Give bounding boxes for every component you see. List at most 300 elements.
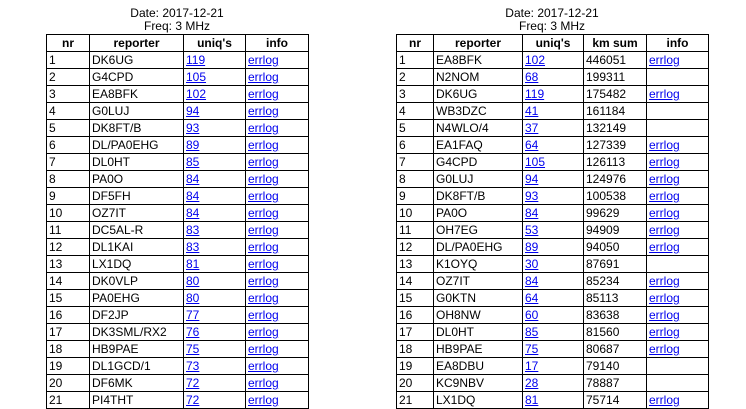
uniqs-link[interactable]: 72: [186, 393, 200, 407]
errlog-link[interactable]: errlog: [248, 155, 279, 169]
uniqs-link[interactable]: 84: [186, 206, 200, 220]
km-sum-table: [396, 34, 709, 409]
uniqs-cell: [184, 239, 246, 256]
rank-cell: 21: [397, 392, 434, 409]
reporter-cell: EA8DBU: [434, 358, 523, 375]
rank-cell: 8: [397, 171, 434, 188]
info-cell: [246, 341, 309, 358]
rank-cell: 13: [397, 256, 434, 273]
reporter-cell: DL0HT: [434, 324, 523, 341]
reporter-cell: DK8FT/B: [434, 188, 523, 205]
info-cell: [647, 324, 709, 341]
errlog-link[interactable]: errlog: [649, 223, 680, 237]
info-cell: [246, 205, 309, 222]
errlog-link[interactable]: errlog: [248, 359, 279, 373]
freq-caption: Freq: 3 MHz: [143, 19, 210, 33]
table-row: [397, 290, 709, 307]
uniqs-link[interactable]: 93: [525, 189, 539, 203]
reporter-cell: OZ7IT: [90, 205, 184, 222]
km-sum-cell: 85234: [584, 273, 647, 290]
uniques-ranking: [46, 7, 308, 409]
errlog-link[interactable]: errlog: [248, 376, 279, 390]
uniqs-cell: [184, 120, 246, 137]
uniqs-link[interactable]: 80: [186, 274, 200, 288]
reporter-cell: DF2JP: [90, 307, 184, 324]
header-nr: nr: [397, 35, 434, 52]
rank-cell: 7: [47, 154, 90, 171]
uniqs-cell: [523, 392, 584, 409]
header-info: info: [246, 35, 309, 52]
uniqs-link[interactable]: 73: [186, 359, 200, 373]
table-row: [397, 222, 709, 239]
uniqs-cell: [523, 154, 584, 171]
info-cell: [647, 290, 709, 307]
table-row: [397, 341, 709, 358]
info-cell: [246, 154, 309, 171]
reporter-cell: G0KTN: [434, 290, 523, 307]
rank-cell: 10: [47, 205, 90, 222]
uniqs-cell: [523, 137, 584, 154]
info-cell: [246, 120, 309, 137]
table-body: [397, 52, 709, 409]
info-cell: [647, 273, 709, 290]
uniqs-link[interactable]: 76: [186, 325, 200, 339]
uniqs-link[interactable]: 81: [525, 393, 539, 407]
table-body: [47, 52, 309, 409]
km-sum-cell: 124976: [584, 171, 647, 188]
uniqs-cell: [523, 52, 584, 69]
km-sum-cell: 175482: [584, 86, 647, 103]
reporter-cell: DK0VLP: [90, 273, 184, 290]
rank-cell: 12: [47, 239, 90, 256]
errlog-link[interactable]: errlog: [248, 274, 279, 288]
uniqs-link[interactable]: 75: [525, 342, 539, 356]
table-row: [47, 324, 309, 341]
uniqs-cell: [184, 137, 246, 154]
errlog-link[interactable]: errlog: [248, 53, 279, 67]
info-cell: [246, 239, 309, 256]
uniqs-cell: [523, 205, 584, 222]
info-cell: [647, 392, 709, 409]
uniqs-link[interactable]: 94: [525, 172, 539, 186]
uniqs-cell: [523, 273, 584, 290]
table-row: [47, 358, 309, 375]
uniqs-cell: [184, 188, 246, 205]
rank-cell: 2: [397, 69, 434, 86]
info-cell: [647, 69, 709, 86]
table-row: [47, 69, 309, 86]
reporter-cell: DL/PA0EHG: [434, 239, 523, 256]
table-row: [47, 205, 309, 222]
table-row: [397, 137, 709, 154]
table-header-row: [47, 35, 309, 52]
errlog-link[interactable]: errlog: [248, 257, 279, 271]
info-cell: [647, 120, 709, 137]
uniqs-cell: [184, 86, 246, 103]
uniqs-cell: [184, 171, 246, 188]
uniqs-link[interactable]: 105: [525, 155, 546, 169]
uniqs-link[interactable]: 89: [525, 240, 539, 254]
errlog-link[interactable]: errlog: [248, 223, 279, 237]
reporter-cell: G0LUJ: [90, 103, 184, 120]
km-sum-cell: 94050: [584, 239, 647, 256]
table-row: [397, 154, 709, 171]
rank-cell: 16: [47, 307, 90, 324]
km-sum-cell: 80687: [584, 341, 647, 358]
uniqs-link[interactable]: 30: [525, 257, 539, 271]
info-cell: [246, 69, 309, 86]
rank-cell: 20: [397, 375, 434, 392]
rank-cell: 5: [397, 120, 434, 137]
info-cell: [647, 188, 709, 205]
uniqs-link[interactable]: 83: [186, 223, 200, 237]
km-sum-cell: 126113: [584, 154, 647, 171]
table-row: [47, 86, 309, 103]
date-caption: Date: 2017-12-21: [130, 6, 224, 20]
km-sum-cell: 94909: [584, 222, 647, 239]
uniqs-link[interactable]: 64: [525, 138, 539, 152]
uniqs-cell: [184, 358, 246, 375]
uniqs-link[interactable]: 89: [186, 138, 200, 152]
reporter-cell: PA0EHG: [90, 290, 184, 307]
rank-cell: 1: [47, 52, 90, 69]
info-cell: [647, 86, 709, 103]
reporter-cell: KC9NBV: [434, 375, 523, 392]
table-row: [47, 222, 309, 239]
rank-cell: 3: [397, 86, 434, 103]
table-row: [397, 120, 709, 137]
uniqs-cell: [184, 290, 246, 307]
info-cell: [647, 256, 709, 273]
header-uniqs: uniq's: [523, 35, 584, 52]
reporter-cell: LX1DQ: [434, 392, 523, 409]
uniqs-link[interactable]: 119: [186, 53, 206, 67]
errlog-link[interactable]: errlog: [248, 206, 279, 220]
km-sum-cell: 85113: [584, 290, 647, 307]
info-cell: [647, 307, 709, 324]
errlog-link[interactable]: errlog: [649, 393, 680, 407]
rank-cell: 14: [47, 273, 90, 290]
uniqs-cell: [184, 324, 246, 341]
reporter-cell: G4CPD: [90, 69, 184, 86]
info-cell: [647, 239, 709, 256]
table-row: [47, 375, 309, 392]
table-row: [397, 375, 709, 392]
info-cell: [647, 103, 709, 120]
reporter-cell: HB9PAE: [434, 341, 523, 358]
info-cell: [246, 392, 309, 409]
table-row: [397, 171, 709, 188]
rank-cell: 21: [47, 392, 90, 409]
uniqs-link[interactable]: 94: [186, 104, 200, 118]
reporter-cell: OZ7IT: [434, 273, 523, 290]
reporter-cell: EA8BFK: [90, 86, 184, 103]
info-cell: [246, 52, 309, 69]
errlog-link[interactable]: errlog: [248, 104, 279, 118]
uniqs-cell: [184, 205, 246, 222]
info-cell: [246, 307, 309, 324]
table-row: [397, 188, 709, 205]
errlog-link[interactable]: errlog: [649, 206, 680, 220]
table-row: [397, 52, 709, 69]
info-cell: [647, 205, 709, 222]
table-row: [47, 171, 309, 188]
reporter-cell: OH7EG: [434, 222, 523, 239]
rank-cell: 1: [397, 52, 434, 69]
rank-cell: 4: [397, 103, 434, 120]
km-sum-cell: 99629: [584, 205, 647, 222]
uniqs-link[interactable]: 53: [525, 223, 539, 237]
info-cell: [647, 137, 709, 154]
table-row: [397, 103, 709, 120]
reporter-cell: DK6UG: [90, 52, 184, 69]
errlog-link[interactable]: errlog: [649, 53, 680, 67]
uniqs-link[interactable]: 84: [525, 274, 539, 288]
errlog-link[interactable]: errlog: [248, 393, 279, 407]
uniqs-cell: [523, 256, 584, 273]
uniqs-link[interactable]: 17: [525, 359, 539, 373]
table-row: [47, 188, 309, 205]
table-row: [397, 239, 709, 256]
info-cell: [647, 171, 709, 188]
reporter-cell: DF6MK: [90, 375, 184, 392]
errlog-link[interactable]: errlog: [649, 308, 680, 322]
header-info: info: [647, 35, 709, 52]
header-nr: nr: [47, 35, 90, 52]
errlog-link[interactable]: errlog: [649, 240, 680, 254]
rank-cell: 4: [47, 103, 90, 120]
errlog-link[interactable]: errlog: [248, 342, 279, 356]
header-km-sum: km sum: [584, 35, 647, 52]
uniqs-cell: [523, 171, 584, 188]
errlog-link[interactable]: errlog: [248, 291, 279, 305]
info-cell: [246, 358, 309, 375]
table-row: [47, 103, 309, 120]
km-sum-cell: 83638: [584, 307, 647, 324]
table-row: [397, 273, 709, 290]
uniqs-link[interactable]: 102: [186, 87, 207, 101]
reporter-cell: N2NOM: [434, 69, 523, 86]
uniqs-link[interactable]: 60: [525, 308, 539, 322]
errlog-link[interactable]: errlog: [248, 172, 279, 186]
info-cell: [246, 171, 309, 188]
header-reporter: reporter: [90, 35, 184, 52]
table-row: [397, 69, 709, 86]
km-sum-cell: 100538: [584, 188, 647, 205]
rank-cell: 7: [397, 154, 434, 171]
uniqs-link[interactable]: 75: [186, 342, 200, 356]
errlog-link[interactable]: errlog: [649, 138, 680, 152]
uniqs-cell: [184, 256, 246, 273]
reporter-cell: DK8FT/B: [90, 120, 184, 137]
rank-cell: 13: [47, 256, 90, 273]
rank-cell: 14: [397, 273, 434, 290]
errlog-link[interactable]: errlog: [248, 121, 279, 135]
errlog-link[interactable]: errlog: [248, 308, 279, 322]
info-cell: [246, 256, 309, 273]
rank-cell: 15: [397, 290, 434, 307]
uniqs-link[interactable]: 93: [186, 121, 200, 135]
reporter-cell: PI4THT: [90, 392, 184, 409]
uniqs-cell: [184, 341, 246, 358]
info-cell: [246, 188, 309, 205]
errlog-link[interactable]: errlog: [248, 189, 279, 203]
rank-cell: 6: [397, 137, 434, 154]
uniqs-link[interactable]: 41: [525, 104, 539, 118]
errlog-link[interactable]: errlog: [649, 172, 680, 186]
info-cell: [246, 86, 309, 103]
uniqs-cell: [523, 188, 584, 205]
info-cell: [246, 324, 309, 341]
uniqs-link[interactable]: 80: [186, 291, 200, 305]
reporter-cell: DL1KAI: [90, 239, 184, 256]
errlog-link[interactable]: errlog: [248, 70, 279, 84]
reporter-cell: G4CPD: [434, 154, 523, 171]
errlog-link[interactable]: errlog: [649, 325, 680, 339]
uniqs-cell: [184, 154, 246, 171]
uniqs-link[interactable]: 64: [525, 291, 539, 305]
reporter-cell: DC5AL-R: [90, 222, 184, 239]
uniqs-link[interactable]: 28: [525, 376, 539, 390]
info-cell: [647, 375, 709, 392]
uniques-table: [46, 34, 309, 409]
rank-cell: 16: [397, 307, 434, 324]
uniqs-link[interactable]: 72: [186, 376, 200, 390]
uniqs-cell: [523, 222, 584, 239]
uniqs-cell: [523, 324, 584, 341]
uniqs-cell: [184, 103, 246, 120]
rank-cell: 17: [47, 324, 90, 341]
info-cell: [647, 358, 709, 375]
reporter-cell: DL0HT: [90, 154, 184, 171]
rank-cell: 11: [397, 222, 434, 239]
km-sum-cell: 199311: [584, 69, 647, 86]
rank-cell: 18: [397, 341, 434, 358]
info-cell: [647, 154, 709, 171]
uniqs-link[interactable]: 81: [186, 257, 200, 271]
errlog-link[interactable]: errlog: [248, 325, 279, 339]
freq-caption: Freq: 3 MHz: [518, 19, 585, 33]
reporter-cell: DL1GCD/1: [90, 358, 184, 375]
rank-cell: 6: [47, 137, 90, 154]
uniqs-link[interactable]: 85: [525, 325, 539, 339]
uniqs-link[interactable]: 102: [525, 53, 546, 67]
table-row: [47, 392, 309, 409]
rank-cell: 19: [47, 358, 90, 375]
uniqs-cell: [523, 358, 584, 375]
uniqs-link[interactable]: 84: [186, 189, 200, 203]
uniqs-cell: [523, 69, 584, 86]
reporter-cell: DF5FH: [90, 188, 184, 205]
uniqs-link[interactable]: 105: [186, 70, 207, 84]
info-cell: [246, 273, 309, 290]
rank-cell: 5: [47, 120, 90, 137]
info-cell: [246, 375, 309, 392]
rank-cell: 9: [47, 188, 90, 205]
header-uniqs: uniq's: [184, 35, 246, 52]
info-cell: [647, 222, 709, 239]
km-sum-cell: 78887: [584, 375, 647, 392]
table-row: [397, 86, 709, 103]
rank-cell: 15: [47, 290, 90, 307]
km-sum-cell: 87691: [584, 256, 647, 273]
uniqs-cell: [523, 341, 584, 358]
table-header-row: [397, 35, 709, 52]
rank-cell: 10: [397, 205, 434, 222]
reporter-cell: EA1FAQ: [434, 137, 523, 154]
rank-cell: 19: [397, 358, 434, 375]
info-cell: [246, 290, 309, 307]
km-sum-cell: 446051: [584, 52, 647, 69]
table-row: [47, 239, 309, 256]
uniqs-link[interactable]: 119: [525, 87, 545, 101]
km-sum-cell: 75714: [584, 392, 647, 409]
errlog-link[interactable]: errlog: [649, 342, 680, 356]
date-caption: Date: 2017-12-21: [505, 6, 599, 20]
uniqs-cell: [523, 120, 584, 137]
uniqs-cell: [184, 307, 246, 324]
uniqs-link[interactable]: 85: [186, 155, 200, 169]
header-reporter: reporter: [434, 35, 523, 52]
uniqs-link[interactable]: 77: [186, 308, 200, 322]
uniqs-link[interactable]: 83: [186, 240, 200, 254]
errlog-link[interactable]: errlog: [248, 138, 279, 152]
uniqs-link[interactable]: 37: [525, 121, 539, 135]
rank-cell: 9: [397, 188, 434, 205]
errlog-link[interactable]: errlog: [248, 240, 279, 254]
rank-cell: 2: [47, 69, 90, 86]
table-row: [47, 52, 309, 69]
errlog-link[interactable]: errlog: [649, 189, 680, 203]
rank-cell: 3: [47, 86, 90, 103]
reporter-cell: WB3DZC: [434, 103, 523, 120]
reporter-cell: K1OYQ: [434, 256, 523, 273]
uniqs-cell: [523, 375, 584, 392]
uniqs-cell: [184, 69, 246, 86]
info-cell: [246, 103, 309, 120]
table-row: [47, 341, 309, 358]
table-row: [47, 290, 309, 307]
uniqs-link[interactable]: 84: [525, 206, 539, 220]
rank-cell: 8: [47, 171, 90, 188]
errlog-link[interactable]: errlog: [248, 87, 279, 101]
km-sum-cell: 127339: [584, 137, 647, 154]
reporter-cell: LX1DQ: [90, 256, 184, 273]
uniqs-cell: [523, 239, 584, 256]
info-cell: [647, 341, 709, 358]
reporter-cell: G0LUJ: [434, 171, 523, 188]
uniqs-cell: [523, 290, 584, 307]
rank-cell: 12: [397, 239, 434, 256]
reporter-cell: DK6UG: [434, 86, 523, 103]
uniqs-link[interactable]: 68: [525, 70, 539, 84]
rank-cell: 11: [47, 222, 90, 239]
rank-cell: 18: [47, 341, 90, 358]
errlog-link[interactable]: errlog: [649, 155, 680, 169]
reporter-cell: PA0O: [434, 205, 523, 222]
table-row: [397, 307, 709, 324]
km-sum-cell: 79140: [584, 358, 647, 375]
errlog-link[interactable]: errlog: [649, 291, 680, 305]
errlog-link[interactable]: errlog: [649, 274, 680, 288]
table-row: [397, 358, 709, 375]
uniqs-link[interactable]: 84: [186, 172, 200, 186]
uniqs-cell: [184, 375, 246, 392]
errlog-link[interactable]: errlog: [649, 87, 680, 101]
table-row: [397, 392, 709, 409]
uniqs-cell: [184, 222, 246, 239]
uniqs-cell: [184, 52, 246, 69]
